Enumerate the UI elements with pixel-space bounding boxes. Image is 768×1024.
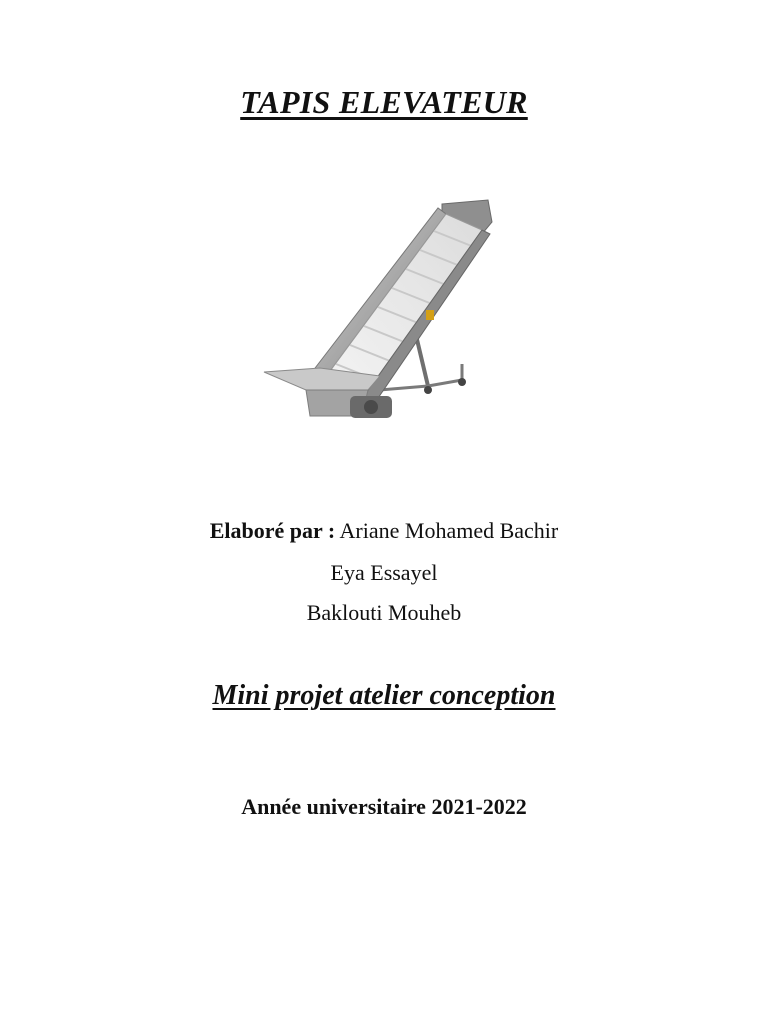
document-subtitle: Mini projet atelier conception: [212, 680, 556, 711]
author-name: Eya Essayel: [330, 560, 438, 585]
document-title: TAPIS ELEVATEUR: [240, 84, 528, 120]
author-line-1: [0, 518, 768, 544]
authors-label: Elaboré par :: [209, 518, 336, 543]
author-name: Ariane Mohamed Bachir: [339, 518, 559, 543]
conveyor-elevator-image: [250, 190, 510, 430]
author-name: Baklouti Mouheb: [306, 600, 462, 625]
academic-year: Année universitaire 2021-2022: [241, 794, 527, 819]
conveyor-elevator-icon: [250, 190, 510, 430]
